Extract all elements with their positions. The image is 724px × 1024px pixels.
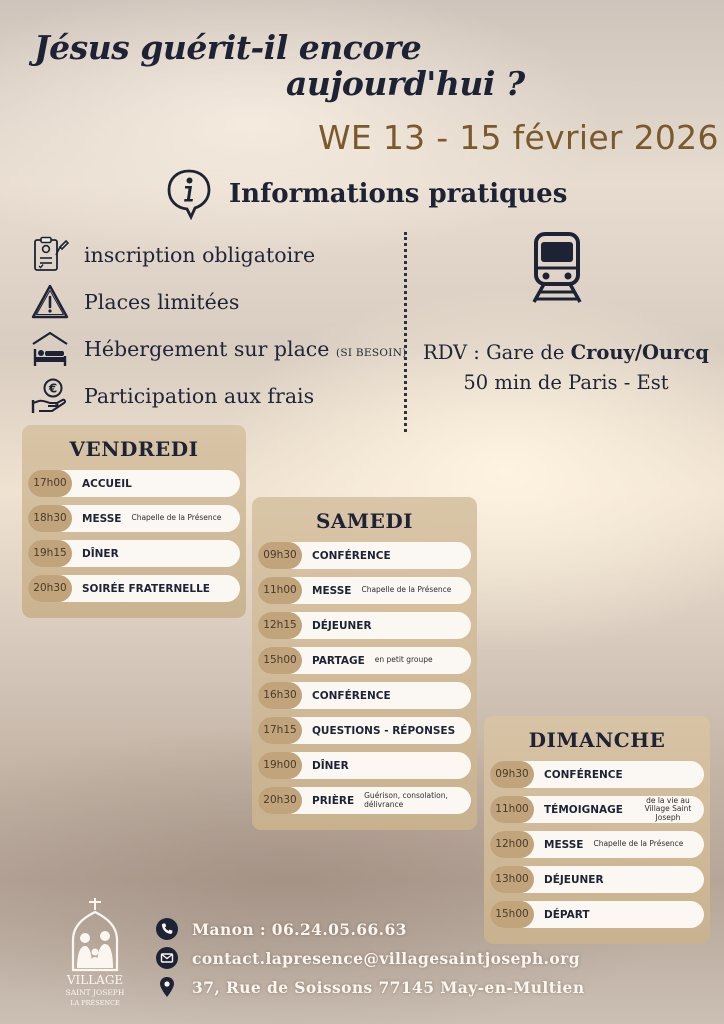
schedule-slot xyxy=(258,717,471,744)
schedule-slot xyxy=(258,752,471,779)
slot-time: 17h15 xyxy=(258,717,302,744)
meeting-point-station: Crouy/Ourcq xyxy=(570,341,709,364)
schedule-friday xyxy=(22,425,246,618)
warning-triangle-icon xyxy=(30,282,70,322)
contact-email xyxy=(156,947,616,969)
practical-item-fees xyxy=(30,373,410,419)
title-line-2: aujourd'hui ? xyxy=(286,64,525,103)
svg-text:€: € xyxy=(48,381,58,396)
slot-time: 15h00 xyxy=(258,647,302,674)
bed-house-icon xyxy=(30,329,70,369)
contact-email-text[interactable]: contact.lapresence@villagesaintjoseph.org xyxy=(192,948,580,968)
practical-item-text: Places limitées xyxy=(84,290,240,314)
schedule-sunday xyxy=(484,716,710,944)
practical-item-lodging xyxy=(30,326,410,372)
phone-icon xyxy=(156,918,178,940)
slot-activity: QUESTIONS - RÉPONSES xyxy=(312,724,456,737)
practical-item-note: (SI BESOIN) xyxy=(335,347,407,359)
village-saint-joseph-logo xyxy=(55,896,135,1008)
schedule-slot xyxy=(28,470,240,497)
slot-activity: PRIÈRE xyxy=(312,794,355,807)
schedule-slot xyxy=(258,787,471,814)
info-icon xyxy=(165,168,213,220)
slot-time: 18h30 xyxy=(28,505,72,532)
slot-activity: SOIRÉE FRATERNELLE xyxy=(82,582,210,595)
slot-activity: DÉPART xyxy=(544,908,590,921)
slot-note: Chapelle de la Présence xyxy=(131,513,222,523)
day-title: VENDREDI xyxy=(69,437,199,461)
slot-activity: MESSE xyxy=(312,584,352,597)
practical-item-text: Participation aux frais xyxy=(84,384,315,408)
slot-activity: DÎNER xyxy=(82,547,119,560)
slot-note: de la vie au Village Saint Joseph xyxy=(644,795,692,822)
schedule-slot xyxy=(28,505,240,532)
schedule-slot xyxy=(490,866,704,893)
contact-address-text: 37, Rue de Soissons 77145 May-en-Multien xyxy=(192,977,585,997)
schedule-slot xyxy=(258,682,471,709)
slot-time: 17h00 xyxy=(28,470,72,497)
slot-time: 11h00 xyxy=(490,796,534,823)
logo-line-3: LA PRÉSENCE xyxy=(70,999,120,1007)
day-title: DIMANCHE xyxy=(528,728,666,752)
practical-item-text: inscription obligatoire xyxy=(84,243,316,267)
contact-address xyxy=(156,976,616,998)
slot-activity: PARTAGE xyxy=(312,654,365,667)
slot-activity: MESSE xyxy=(544,838,584,851)
slot-time: 12h00 xyxy=(490,831,534,858)
schedule-slot xyxy=(258,647,471,674)
slot-note: Chapelle de la Présence xyxy=(593,839,684,849)
practical-info-list xyxy=(30,232,410,420)
meeting-point xyxy=(414,338,718,398)
schedule-saturday xyxy=(252,497,477,830)
slot-activity: ACCUEIL xyxy=(82,477,132,490)
contact-phone-text: Manon : 06.24.05.66.63 xyxy=(192,919,407,939)
title-line-1: Jésus guérit-il encore xyxy=(34,28,422,67)
schedule-slot xyxy=(258,612,471,639)
slot-time: 19h00 xyxy=(258,752,302,779)
info-heading xyxy=(165,168,567,220)
slot-time: 13h00 xyxy=(490,866,534,893)
logo-line-2: SAINT JOSEPH xyxy=(65,988,125,997)
slot-activity: CONFÉRENCE xyxy=(312,549,391,562)
slot-time: 15h00 xyxy=(490,901,534,928)
slot-time: 16h30 xyxy=(258,682,302,709)
mail-icon xyxy=(156,947,178,969)
slot-note: Chapelle de la Présence xyxy=(361,585,452,595)
registration-form-icon xyxy=(30,235,70,275)
slot-activity: DÉJEUNER xyxy=(312,619,372,632)
practical-item-text: Hébergement sur place xyxy=(84,337,330,361)
location-pin-icon xyxy=(156,976,178,998)
slot-activity: MESSE xyxy=(82,512,122,525)
meeting-point-line-2: 50 min de Paris - Est xyxy=(463,371,669,394)
slot-note: en petit groupe xyxy=(374,655,433,665)
event-dates: WE 13 - 15 février 2026 xyxy=(318,118,719,157)
schedule-slot xyxy=(490,796,704,823)
slot-time: 09h30 xyxy=(490,761,534,788)
meeting-point-prefix: RDV : Gare de xyxy=(423,341,571,364)
slot-note: Guérison, consolation, délivrance xyxy=(364,791,448,809)
slot-time: 11h00 xyxy=(258,577,302,604)
logo-line-1: VILLAGE xyxy=(66,973,124,987)
train-icon xyxy=(528,230,586,304)
dotted-divider xyxy=(404,232,407,432)
practical-item-text-wrap xyxy=(84,337,407,361)
slot-activity: DÎNER xyxy=(312,759,349,772)
slot-time: 09h30 xyxy=(258,542,302,569)
slot-time: 19h15 xyxy=(28,540,72,567)
hand-euro-coin-icon xyxy=(30,376,70,416)
slot-activity: CONFÉRENCE xyxy=(312,689,391,702)
schedule-slot xyxy=(490,831,704,858)
slot-time: 20h30 xyxy=(258,787,302,814)
slot-activity: DÉJEUNER xyxy=(544,873,604,886)
meeting-point-line-1 xyxy=(414,338,718,368)
practical-item-limited-places xyxy=(30,279,410,325)
schedule-slot xyxy=(28,575,240,602)
schedule-slot xyxy=(258,577,471,604)
schedule-slot xyxy=(258,542,471,569)
info-heading-text: Informations pratiques xyxy=(229,179,568,209)
slot-time: 12h15 xyxy=(258,612,302,639)
schedule-slot xyxy=(28,540,240,567)
slot-activity: CONFÉRENCE xyxy=(544,768,623,781)
practical-item-registration xyxy=(30,232,410,278)
slot-activity: TÉMOIGNAGE xyxy=(544,803,623,816)
day-title: SAMEDI xyxy=(315,509,414,533)
contact-phone xyxy=(156,918,616,940)
slot-time: 20h30 xyxy=(28,575,72,602)
schedule-slot xyxy=(490,761,704,788)
